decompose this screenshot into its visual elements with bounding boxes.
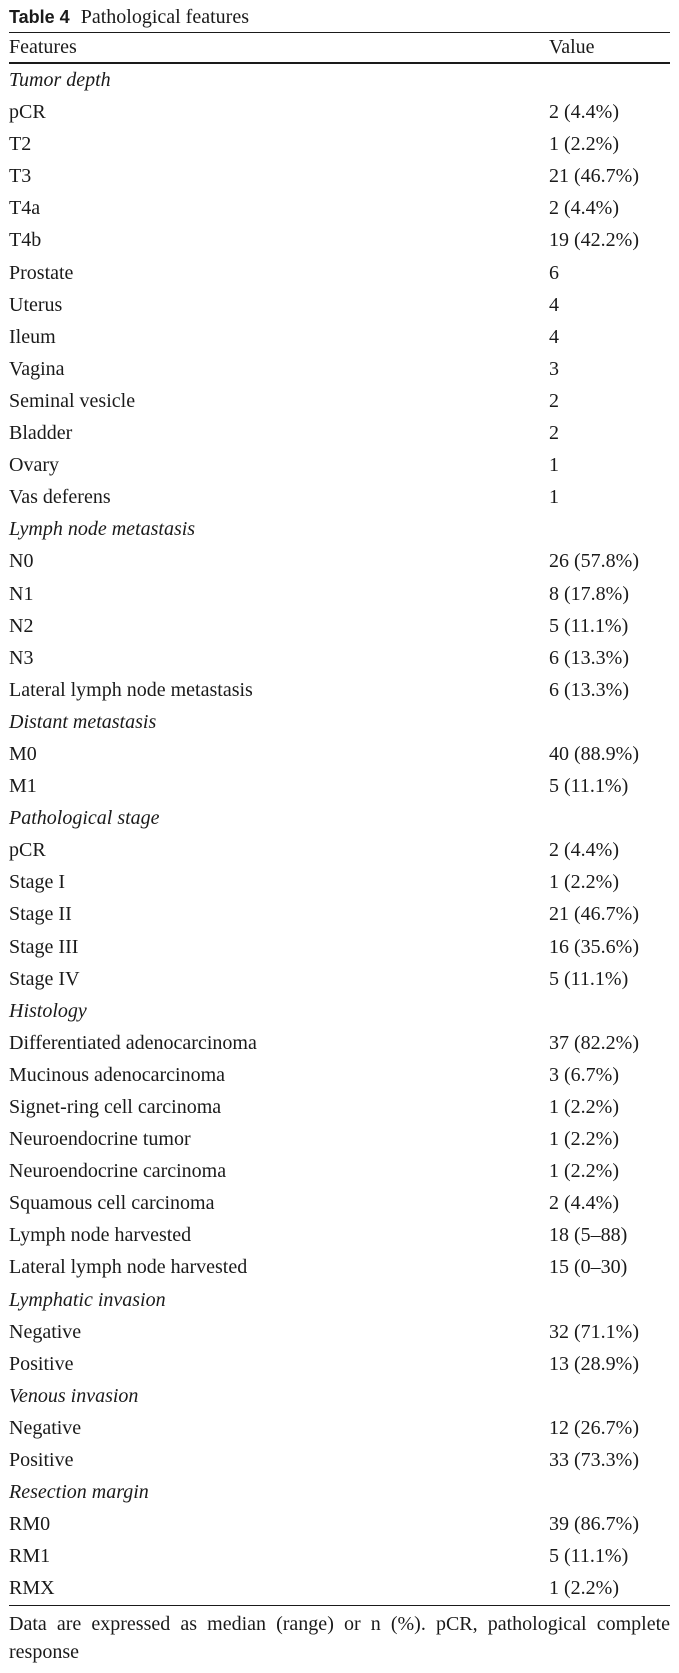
table-row xyxy=(9,1027,670,1059)
table-row xyxy=(9,1059,670,1091)
section-header-row xyxy=(9,64,670,96)
section-header-row xyxy=(9,995,670,1027)
table-row xyxy=(9,321,670,353)
table-row xyxy=(9,770,670,802)
value-cell: 1 (2.2%) xyxy=(549,871,619,894)
table-row xyxy=(9,642,670,674)
table-row xyxy=(9,1444,670,1476)
value-cell: 3 (6.7%) xyxy=(549,1063,619,1086)
feature-cell: Positive xyxy=(9,1352,74,1375)
section-label: Distant metastasis xyxy=(9,710,157,733)
value-cell xyxy=(549,706,670,738)
section-header-row xyxy=(9,1476,670,1508)
feature-cell: T3 xyxy=(9,165,32,188)
feature-cell: M0 xyxy=(9,742,37,765)
value-cell xyxy=(549,513,670,545)
value-cell: 13 (28.9%) xyxy=(549,1352,639,1375)
value-cell: 1 xyxy=(549,454,559,477)
value-cell: 40 (88.9%) xyxy=(549,742,639,765)
feature-cell: N1 xyxy=(9,582,34,605)
value-cell: 4 xyxy=(549,325,559,348)
table-row xyxy=(9,578,670,610)
feature-cell: Negative xyxy=(9,1320,82,1343)
value-cell: 2 xyxy=(549,422,559,445)
feature-cell: M1 xyxy=(9,775,37,798)
table-row xyxy=(9,610,670,642)
table-row xyxy=(9,1412,670,1444)
value-cell: 2 (4.4%) xyxy=(549,839,619,862)
table-row xyxy=(9,192,670,224)
value-cell: 2 xyxy=(549,389,559,412)
section-header-row xyxy=(9,1380,670,1412)
value-cell xyxy=(549,1380,670,1412)
value-cell: 1 (2.2%) xyxy=(549,1096,619,1118)
feature-cell: Lateral lymph node metastasis xyxy=(9,678,253,701)
feature-cell: N2 xyxy=(9,614,34,637)
value-cell: 26 (57.8%) xyxy=(549,550,639,573)
table-row xyxy=(9,1155,670,1187)
feature-cell: Neuroendocrine tumor xyxy=(9,1128,191,1151)
section-label: Pathological stage xyxy=(9,807,160,830)
table-row xyxy=(9,674,670,706)
value-cell xyxy=(549,1284,670,1316)
table-title: Pathological features xyxy=(80,6,249,28)
value-cell: 39 (86.7%) xyxy=(549,1513,639,1536)
table-row xyxy=(9,1540,670,1572)
feature-cell: pCR xyxy=(9,839,46,862)
feature-cell: T4b xyxy=(9,229,42,252)
table-row xyxy=(9,385,670,417)
value-cell: 8 (17.8%) xyxy=(549,582,629,605)
feature-cell: T2 xyxy=(9,133,32,156)
section-label: Lymph node metastasis xyxy=(9,518,196,541)
header-value: Value xyxy=(549,36,595,58)
feature-cell: pCR xyxy=(9,101,46,124)
table-body xyxy=(9,64,670,1605)
value-cell: 1 (2.2%) xyxy=(549,1577,619,1600)
table-row xyxy=(9,96,670,128)
feature-cell: Lateral lymph node harvested xyxy=(9,1256,248,1279)
table-caption xyxy=(9,3,670,32)
header-features: Features xyxy=(9,36,77,58)
table-row xyxy=(9,1219,670,1251)
feature-cell: RM1 xyxy=(9,1545,51,1568)
value-cell: 16 (35.6%) xyxy=(549,935,639,958)
value-cell: 1 (2.2%) xyxy=(549,133,619,156)
table-row xyxy=(9,834,670,866)
table-row xyxy=(9,1123,670,1155)
value-cell: 5 (11.1%) xyxy=(549,775,629,798)
feature-cell: Neuroendocrine carcinoma xyxy=(9,1160,227,1183)
feature-cell: Bladder xyxy=(9,422,73,445)
value-cell: 15 (0–30) xyxy=(549,1256,628,1279)
value-cell: 21 (46.7%) xyxy=(549,165,639,188)
feature-cell: N3 xyxy=(9,646,34,669)
value-cell: 18 (5–88) xyxy=(549,1224,628,1247)
value-cell xyxy=(549,802,670,834)
table-row xyxy=(9,481,670,513)
feature-cell: RMX xyxy=(9,1577,55,1600)
feature-cell: Ovary xyxy=(9,454,59,477)
table-container xyxy=(9,3,670,1666)
table-row xyxy=(9,160,670,192)
feature-cell: Differentiated adenocarcinoma xyxy=(9,1031,257,1054)
table-row xyxy=(9,289,670,321)
value-cell: 5 (11.1%) xyxy=(549,614,629,637)
value-cell: 37 (82.2%) xyxy=(549,1031,639,1054)
value-cell xyxy=(549,1476,670,1508)
feature-cell: RM0 xyxy=(9,1513,51,1536)
section-header-row xyxy=(9,706,670,738)
feature-cell: Vas deferens xyxy=(9,486,111,509)
value-cell: 6 xyxy=(549,261,559,284)
feature-cell: Stage II xyxy=(9,903,72,926)
value-cell: 1 xyxy=(549,486,559,509)
value-cell: 3 xyxy=(549,357,559,380)
table-row xyxy=(9,738,670,770)
value-cell: 5 (11.1%) xyxy=(549,967,629,990)
table-row xyxy=(9,963,670,995)
feature-cell: Vagina xyxy=(9,357,65,380)
value-cell: 6 (13.3%) xyxy=(549,646,629,669)
table-row xyxy=(9,1508,670,1540)
value-cell xyxy=(549,995,670,1027)
table-row xyxy=(9,1091,670,1123)
table-row xyxy=(9,257,670,289)
section-label: Histology xyxy=(9,999,87,1022)
section-label: Resection margin xyxy=(9,1481,149,1504)
value-cell xyxy=(549,64,670,96)
feature-cell: Seminal vesicle xyxy=(9,389,136,412)
table-header xyxy=(9,33,670,62)
table-row xyxy=(9,449,670,481)
feature-cell: Mucinous adenocarcinoma xyxy=(9,1063,226,1086)
table-row xyxy=(9,353,670,385)
table-row xyxy=(9,866,670,898)
feature-cell: Lymph node harvested xyxy=(9,1224,192,1247)
value-cell: 5 (11.1%) xyxy=(549,1545,629,1568)
feature-cell: Signet-ring cell carcinoma xyxy=(9,1096,222,1118)
table-row xyxy=(9,417,670,449)
value-cell: 1 (2.2%) xyxy=(549,1128,619,1151)
bottom-rule xyxy=(9,1605,670,1606)
table-row xyxy=(9,545,670,577)
feature-cell: Stage I xyxy=(9,871,66,894)
feature-cell: Prostate xyxy=(9,261,74,284)
table-row xyxy=(9,1316,670,1348)
table-row xyxy=(9,931,670,963)
table-row xyxy=(9,898,670,930)
feature-cell: Uterus xyxy=(9,293,63,316)
section-header-row xyxy=(9,513,670,545)
section-label: Tumor depth xyxy=(9,69,111,91)
value-cell: 6 (13.3%) xyxy=(549,678,629,701)
value-cell: 19 (42.2%) xyxy=(549,229,639,252)
feature-cell: N0 xyxy=(9,550,34,573)
feature-cell: Squamous cell carcinoma xyxy=(9,1192,215,1215)
table-row xyxy=(9,1251,670,1283)
value-cell: 32 (71.1%) xyxy=(549,1320,639,1343)
value-cell: 2 (4.4%) xyxy=(549,1192,619,1215)
feature-cell: Stage III xyxy=(9,935,79,958)
value-cell: 33 (73.3%) xyxy=(549,1449,639,1472)
section-header-row xyxy=(9,1284,670,1316)
table-row xyxy=(9,128,670,160)
section-header-row xyxy=(9,802,670,834)
feature-cell: T4a xyxy=(9,197,41,220)
section-label: Lymphatic invasion xyxy=(9,1288,166,1311)
feature-cell: Ileum xyxy=(9,325,56,348)
value-cell: 2 (4.4%) xyxy=(549,197,619,220)
value-cell: 21 (46.7%) xyxy=(549,903,639,926)
table-footnote: Data are expressed as median (range) or n (%). pCR, pathological complete response xyxy=(9,1612,670,1663)
table-row xyxy=(9,1348,670,1380)
feature-cell: Positive xyxy=(9,1449,74,1472)
table-label: Table 4 xyxy=(9,7,70,27)
table-row xyxy=(9,1187,670,1219)
feature-cell: Stage IV xyxy=(9,967,80,990)
value-cell: 2 (4.4%) xyxy=(549,101,619,124)
value-cell: 1 (2.2%) xyxy=(549,1160,619,1183)
value-cell: 12 (26.7%) xyxy=(549,1416,639,1439)
value-cell: 4 xyxy=(549,293,559,316)
table-row xyxy=(9,1572,670,1604)
section-label: Venous invasion xyxy=(9,1384,139,1407)
table-row xyxy=(9,224,670,256)
feature-cell: Negative xyxy=(9,1416,82,1439)
